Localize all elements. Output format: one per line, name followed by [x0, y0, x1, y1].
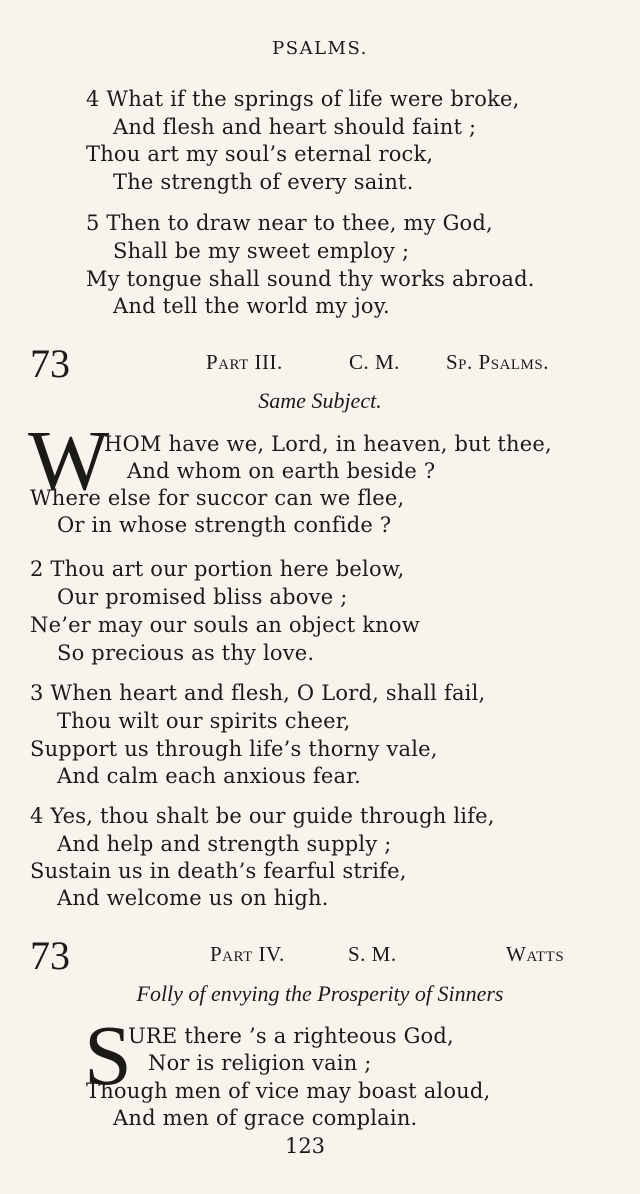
running-head: PSALMS.: [272, 38, 368, 59]
hymn-source: Sp. Psalms.: [446, 350, 549, 374]
hymn-subtitle: Same Subject.: [258, 388, 382, 413]
verse-line: Shall be my sweet employ ;: [113, 239, 410, 263]
hymn-meter: C. M.: [349, 350, 400, 374]
verse-line: Thou art my soul’s eternal rock,: [86, 142, 434, 166]
verse-line: And help and strength supply ;: [57, 832, 392, 856]
verse-line: Though men of vice may boast aloud,: [86, 1079, 491, 1103]
hymn-meter: S. M.: [348, 942, 397, 966]
verse-line: And whom on earth beside ?: [127, 459, 436, 483]
verse-line: Sustain us in death’s fearful strife,: [30, 859, 407, 883]
hymn-part: Part III.: [206, 350, 283, 374]
verse-line: Or in whose strength confide ?: [57, 513, 392, 537]
verse-line: 3 When heart and flesh, O Lord, shall fail,: [30, 681, 486, 705]
hymn-number: 73: [30, 341, 70, 386]
drop-cap: W: [28, 412, 110, 508]
verse-line: And tell the world my joy.: [113, 294, 390, 318]
verse-line: 4 Yes, thou shalt be our guide through life,: [30, 804, 495, 828]
verse-line: URE there ’s a righteous God,: [128, 1024, 454, 1048]
hymn-source: Watts: [506, 942, 565, 966]
page-number: 123: [284, 1134, 326, 1158]
drop-cap: S: [84, 1007, 132, 1103]
verse-line: Where else for succor can we flee,: [30, 486, 405, 510]
verse-line: And welcome us on high.: [57, 886, 329, 910]
verse-line: My tongue shall sound thy works abroad.: [86, 267, 535, 291]
verse-line: Thou wilt our spirits cheer,: [57, 709, 351, 733]
verse-line: Support us through life’s thorny vale,: [30, 737, 438, 761]
verse-line: The strength of every saint.: [113, 170, 414, 194]
verse-line: Ne’er may our souls an object know: [30, 613, 420, 637]
verse-line: Our promised bliss above ;: [57, 585, 348, 609]
verse-line: 4 What if the springs of life were broke,: [86, 87, 520, 111]
verse-line: And flesh and heart should faint ;: [113, 115, 477, 139]
hymn-part: Part IV.: [210, 942, 285, 966]
verse-line: And calm each anxious fear.: [57, 764, 362, 788]
verse-line: And men of grace complain.: [113, 1106, 418, 1130]
hymn-subtitle: Folly of envying the Prosperity of Sinners: [136, 981, 504, 1006]
hymn-number: 73: [30, 933, 70, 978]
verse-line: HOM have we, Lord, in heaven, but thee,: [104, 432, 552, 456]
verse-line: So precious as thy love.: [57, 641, 315, 665]
verse-line: 2 Thou art our portion here below,: [30, 557, 405, 581]
verse-line: 5 Then to draw near to thee, my God,: [86, 211, 493, 235]
verse-line: Nor is religion vain ;: [148, 1051, 372, 1075]
